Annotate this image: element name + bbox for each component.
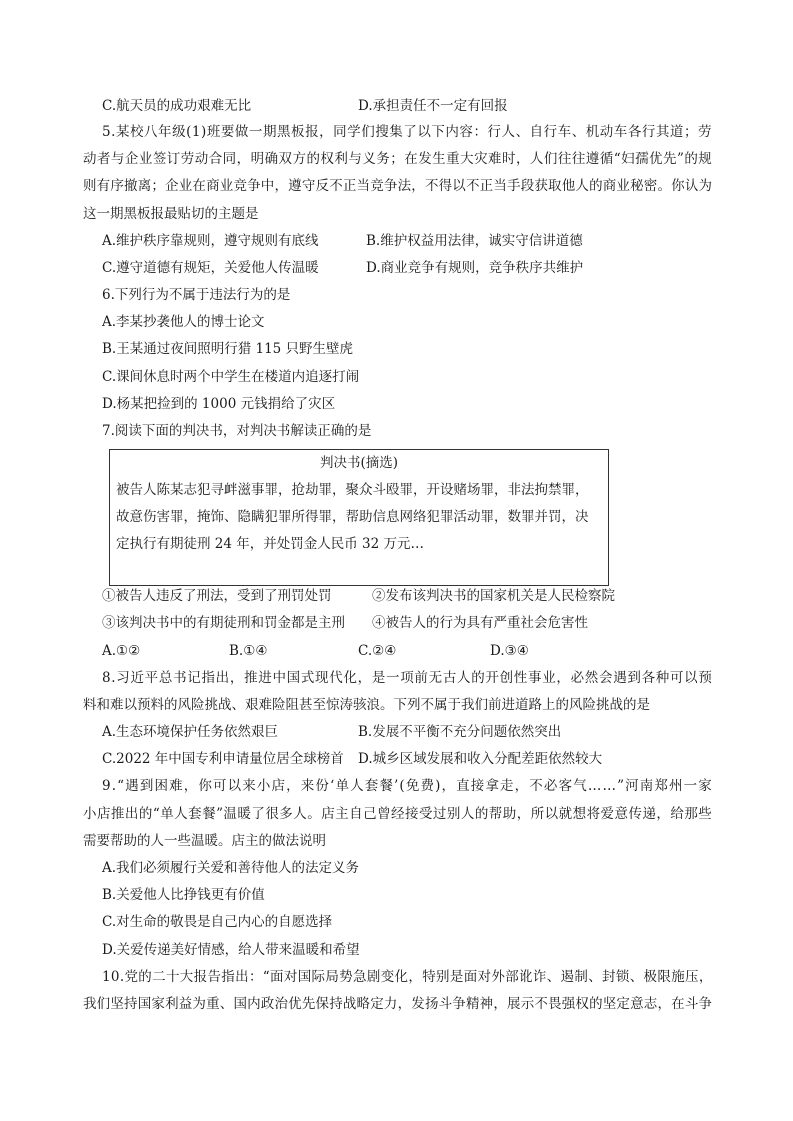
q4-options-cd [102, 97, 508, 115]
q6-stem: 6.下列行为不属于违法行为的是 [102, 287, 291, 303]
q5-stem-line-2: 动者与企业签订劳动合同，明确双方的权利与义务；在发生重大灾难时，人们往往遵循“妇孺优先”的规 [83, 151, 713, 167]
q9-option-a: A.我们必须履行关爱和善待他人的法定义务 [102, 860, 360, 876]
judgment-line-3: 定执行有期徒刑 24 年，并处罚金人民币 32 万元… [116, 536, 425, 552]
q7-option-d: D.③④ [490, 643, 529, 659]
judgment-excerpt-box [109, 449, 609, 586]
q5-option-d: D.商业竞争有规则，竞争秩序共维护 [366, 260, 584, 276]
q8-option-c: C.2022 年中国专利申请量位居全球榜首 [102, 751, 344, 767]
q9-stem-line-1: 9.“遇到困难，你可以来小店，来份‘单人套餐’(免费)，直接拿走，不必客气……”河南郑州一家 [102, 778, 713, 794]
q8-options-ab [102, 723, 561, 741]
q6-option-b: B.王某通过夜间照明行猎 115 只野生壁虎 [102, 341, 354, 357]
q7-option-c: C.②④ [358, 643, 397, 659]
q4-option-c: C.航天员的成功艰难无比 [102, 98, 252, 114]
judgment-title: 判决书(摘选) [319, 455, 399, 471]
q5-stem-line-4: 这一期黑板报最贴切的主题是 [83, 206, 259, 222]
q9-stem-line-3: 需要帮助的人一些温暖。店主的做法说明 [83, 833, 326, 849]
q5-option-a: A.维护秩序靠规则，遵守规则有底线 [102, 233, 319, 249]
q7-item-2: ②发布该判决书的国家机关是人民检察院 [372, 588, 615, 604]
q8-stem-line-1: 8.习近平总书记指出，推进中国式现代化，是一项前无古人的开创性事业，必然会遇到各种可以预 [102, 670, 713, 686]
q8-option-d: D.城乡区域发展和收入分配差距依然较大 [358, 751, 603, 767]
q6-option-c: C.课间休息时两个中学生在楼道内追逐打闹 [102, 369, 360, 385]
q7-items-34 [102, 614, 588, 632]
q9-option-c: C.对生命的敬畏是自己内心的自愿选择 [102, 914, 333, 930]
judgment-line-1: 被告人陈某志犯寻衅滋事罪，抢劫罪，聚众斗殴罪，开设赌场罪，非法拘禁罪， [116, 482, 589, 498]
q7-options [102, 642, 529, 660]
q7-option-a: A.①② [102, 643, 141, 659]
q7-item-4: ④被告人的行为具有严重社会危害性 [372, 615, 588, 631]
q8-stem-line-2: 料和难以预料的风险挑战、艰难险阻甚至惊涛骇浪。下列不属于我们前进道路上的风险挑战的是 [83, 697, 650, 713]
q5-stem-line-3: 则有序撤离；企业在商业竞争中，遵守反不正当竞争法，不得以不正当手段获取他人的商业秘密。你认为 [83, 178, 713, 194]
q5-option-c: C.遵守道德有规矩，关爱他人传温暖 [102, 260, 319, 276]
q5-options-cd [102, 259, 583, 277]
q6-option-d: D.杨某把捡到的 1000 元钱捐给了灾区 [102, 396, 336, 412]
q7-item-1: ①被告人违反了刑法，受到了刑罚处罚 [102, 588, 332, 604]
q5-stem-line-1: 5.某校八年级(1)班要做一期黑板报，同学们搜集了以下内容：行人、自行车、机动车各行其道；劳 [102, 124, 713, 140]
q5-options-ab [102, 232, 583, 250]
q8-option-b: B.发展不平衡不充分问题依然突出 [358, 724, 562, 740]
q6-option-a: A.李某抄袭他人的博士论文 [102, 314, 265, 330]
q7-items-12 [102, 587, 615, 605]
q8-option-a: A.生态环境保护任务依然艰巨 [102, 724, 279, 740]
q5-option-b: B.维护权益用法律，诚实守信讲道德 [366, 233, 583, 249]
q9-stem-line-2: 小店推出的“单人套餐”温暖了很多人。店主自己曾经接受过别人的帮助，所以就想将爱意传递，给那些 [83, 806, 713, 822]
q9-option-d: D.关爱传递美好情感，给人带来温暖和希望 [102, 942, 360, 958]
q7-option-b: B.①④ [229, 643, 268, 659]
q7-item-3: ③该判决书中的有期徒刑和罚金都是主刑 [102, 615, 345, 631]
q10-stem-line-2: 我们坚持国家利益为重、国内政治优先保持战略定力，发扬斗争精神，展示不畏强权的坚定意志，在斗争 [83, 996, 713, 1012]
q7-stem: 7.阅读下面的判决书，对判决书解读正确的是 [102, 423, 372, 439]
q9-option-b: B.关爱他人比挣钱更有价值 [102, 887, 265, 903]
q8-options-cd [102, 750, 602, 768]
q10-stem-line-1: 10.党的二十大报告指出：“面对国际局势急剧变化，特别是面对外部讹诈、遏制、封锁、极限施压， [102, 969, 713, 985]
judgment-line-2: 故意伤害罪，掩饰、隐瞒犯罪所得罪，帮助信息网络犯罪活动罪，数罪并罚，决 [116, 509, 589, 525]
q4-option-d: D.承担责任不一定有回报 [358, 98, 508, 114]
